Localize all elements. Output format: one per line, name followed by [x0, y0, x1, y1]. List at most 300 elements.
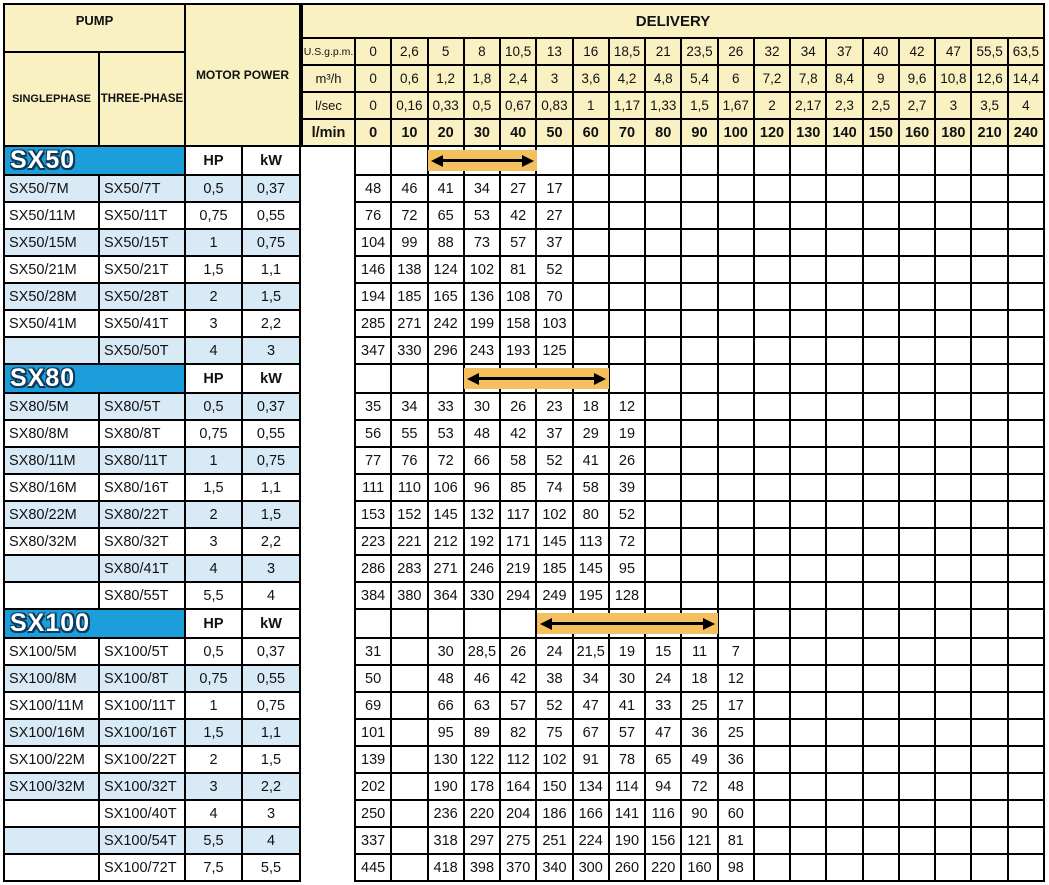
- head-value-cell: [682, 257, 716, 282]
- kw-column-header: kW: [243, 610, 299, 637]
- head-value-cell: [610, 284, 644, 309]
- head-value-cell: [791, 394, 825, 419]
- head-value-cell: [755, 801, 789, 826]
- kw-value: 0,55: [243, 203, 299, 228]
- pump-model-threephase: SX80/11T: [100, 448, 184, 473]
- head-value-cell: 42: [501, 203, 535, 228]
- head-value-cell: [755, 176, 789, 201]
- kw-value: 2,2: [243, 774, 299, 799]
- head-value-cell: [900, 639, 934, 664]
- head-value-cell: [972, 666, 1006, 691]
- hp-value: 5,5: [186, 583, 241, 608]
- delivery-value-cell: 210: [972, 120, 1006, 145]
- head-value-cell: 160: [682, 855, 716, 880]
- head-value-cell: [646, 394, 680, 419]
- head-value-cell: 101: [356, 720, 390, 745]
- head-value-cell: 236: [429, 801, 463, 826]
- head-value-cell: 98: [719, 855, 753, 880]
- pump-model-singlephase: SX50/11M: [5, 203, 98, 228]
- head-value-cell: 112: [501, 747, 535, 772]
- pump-row: [5, 475, 299, 500]
- head-value-cell: 156: [646, 828, 680, 853]
- head-value-cell: [972, 284, 1006, 309]
- head-value-cell: [392, 693, 426, 718]
- head-value-cell: 48: [465, 421, 499, 446]
- head-value-cell: [682, 421, 716, 446]
- pump-row: [5, 720, 299, 745]
- head-value-cell: [936, 828, 970, 853]
- head-value-cell: [900, 556, 934, 581]
- head-value-cell: [719, 448, 753, 473]
- delivery-value-cell: 100: [719, 120, 753, 145]
- head-value-cell: [900, 828, 934, 853]
- head-value-cell: [755, 774, 789, 799]
- head-value-cell: [827, 311, 861, 336]
- head-value-cell: [1009, 230, 1043, 255]
- head-value-cell: [936, 394, 970, 419]
- pump-model-threephase: SX50/15T: [100, 230, 184, 255]
- unit-label: m³/h: [303, 66, 354, 91]
- head-value-cell: [755, 666, 789, 691]
- head-value-cell: [864, 828, 898, 853]
- empty-cell: [1009, 147, 1043, 174]
- head-value-cell: 221: [392, 529, 426, 554]
- head-value-cell: [900, 311, 934, 336]
- head-value-cell: 12: [719, 666, 753, 691]
- head-value-cell: [972, 556, 1006, 581]
- delivery-value-cell: 0: [356, 93, 390, 118]
- head-value-cell: 52: [537, 693, 571, 718]
- head-value-cell: [900, 230, 934, 255]
- head-value-cell: [791, 311, 825, 336]
- head-value-cell: 193: [501, 338, 535, 363]
- head-value-cell: 158: [501, 311, 535, 336]
- head-value-cell: 19: [610, 639, 644, 664]
- unit-row: [303, 66, 1043, 91]
- delivery-value-cell: 0,67: [501, 93, 535, 118]
- head-value-cell: [755, 257, 789, 282]
- head-value-cell: 18: [682, 666, 716, 691]
- hp-column-header: HP: [186, 365, 241, 392]
- delivery-value-cell: 70: [610, 120, 644, 145]
- head-value-cell: [755, 284, 789, 309]
- head-value-cell: [900, 693, 934, 718]
- head-value-cell: 95: [429, 720, 463, 745]
- delivery-value-cell: 2,7: [900, 93, 934, 118]
- head-value-cell: 60: [719, 801, 753, 826]
- head-value-cell: 47: [646, 720, 680, 745]
- head-value-cell: [1009, 828, 1043, 853]
- head-value-cell: [646, 230, 680, 255]
- head-value-cell: 297: [465, 828, 499, 853]
- delivery-value-cell: 23,5: [682, 39, 716, 64]
- head-data-row: [356, 583, 1043, 608]
- head-value-cell: [791, 801, 825, 826]
- pump-motor-table: [3, 3, 301, 882]
- hp-column-header: HP: [186, 610, 241, 637]
- head-value-cell: [900, 448, 934, 473]
- head-value-cell: [755, 421, 789, 446]
- head-value-cell: [682, 176, 716, 201]
- head-value-cell: 223: [356, 529, 390, 554]
- unit-label: l/min: [303, 120, 354, 145]
- pump-model-threephase: SX50/21T: [100, 257, 184, 282]
- empty-cell: [1009, 365, 1043, 392]
- head-value-cell: [610, 230, 644, 255]
- head-value-cell: 190: [429, 774, 463, 799]
- head-value-cell: [900, 855, 934, 880]
- head-value-cell: [827, 502, 861, 527]
- empty-cell: [465, 610, 499, 637]
- pump-row: [5, 747, 299, 772]
- head-value-cell: [646, 176, 680, 201]
- head-value-cell: [1009, 639, 1043, 664]
- head-value-cell: 81: [719, 828, 753, 853]
- pump-row: [5, 693, 299, 718]
- delivery-header: [301, 3, 1045, 147]
- empty-cell: [392, 610, 426, 637]
- operating-range-arrow: [464, 368, 609, 389]
- head-value-cell: 17: [719, 693, 753, 718]
- head-value-cell: [392, 666, 426, 691]
- pump-model-threephase: SX50/28T: [100, 284, 184, 309]
- head-value-cell: 46: [465, 666, 499, 691]
- head-value-cell: [827, 639, 861, 664]
- head-value-cell: [755, 583, 789, 608]
- section-title: SX100: [5, 610, 184, 637]
- pump-model-singlephase: SX100/5M: [5, 639, 98, 664]
- head-value-cell: 150: [537, 774, 571, 799]
- head-value-cell: [900, 747, 934, 772]
- empty-cell: [574, 147, 608, 174]
- head-value-cell: [900, 284, 934, 309]
- head-value-cell: 250: [356, 801, 390, 826]
- pump-model-singlephase: [5, 583, 98, 608]
- head-value-cell: 220: [465, 801, 499, 826]
- kw-value: 0,75: [243, 230, 299, 255]
- head-value-cell: 30: [465, 394, 499, 419]
- head-value-cell: 7: [719, 639, 753, 664]
- kw-value: 3: [243, 801, 299, 826]
- head-value-cell: [864, 529, 898, 554]
- head-value-cell: 139: [356, 747, 390, 772]
- kw-value: 0,55: [243, 666, 299, 691]
- delivery-value-cell: 55,5: [972, 39, 1006, 64]
- pump-model-threephase: SX80/16T: [100, 475, 184, 500]
- head-value-cell: 48: [719, 774, 753, 799]
- hp-value: 1: [186, 230, 241, 255]
- unit-row: [303, 93, 1043, 118]
- delivery-value-cell: 34: [791, 39, 825, 64]
- head-value-cell: 202: [356, 774, 390, 799]
- head-value-cell: [864, 855, 898, 880]
- head-value-cell: 34: [392, 394, 426, 419]
- delivery-value-cell: 20: [429, 120, 463, 145]
- hp-value: 1,5: [186, 475, 241, 500]
- head-value-cell: [719, 475, 753, 500]
- head-value-cell: [864, 747, 898, 772]
- head-value-cell: [791, 338, 825, 363]
- pump-model-singlephase: SX50/15M: [5, 230, 98, 255]
- head-value-cell: 318: [429, 828, 463, 853]
- empty-cell: [972, 147, 1006, 174]
- head-data-row: [356, 176, 1043, 201]
- head-value-cell: [610, 176, 644, 201]
- delivery-value-cell: 5,4: [682, 66, 716, 91]
- head-value-cell: [827, 230, 861, 255]
- head-value-cell: 37: [537, 421, 571, 446]
- head-value-cell: [791, 203, 825, 228]
- empty-cell: [864, 365, 898, 392]
- head-value-cell: [972, 203, 1006, 228]
- head-value-cell: [936, 311, 970, 336]
- delivery-value-cell: 1,8: [465, 66, 499, 91]
- head-value-cell: 33: [429, 394, 463, 419]
- head-value-cell: [972, 855, 1006, 880]
- delivery-value-cell: 18,5: [610, 39, 644, 64]
- pump-model-threephase: SX80/8T: [100, 421, 184, 446]
- head-value-cell: 36: [719, 747, 753, 772]
- delivery-value-cell: 160: [900, 120, 934, 145]
- head-value-cell: 81: [501, 257, 535, 282]
- delivery-value-cell: 60: [574, 120, 608, 145]
- head-value-cell: 52: [537, 448, 571, 473]
- delivery-value-cell: 2,3: [827, 93, 861, 118]
- head-value-cell: [827, 257, 861, 282]
- head-value-cell: 85: [501, 475, 535, 500]
- hp-value: 3: [186, 774, 241, 799]
- section-banner-row: [5, 147, 299, 174]
- head-data-row: [356, 639, 1043, 664]
- head-value-cell: [719, 311, 753, 336]
- head-value-cell: 286: [356, 556, 390, 581]
- head-value-cell: 145: [537, 529, 571, 554]
- head-value-cell: 69: [356, 693, 390, 718]
- head-value-cell: [574, 176, 608, 201]
- head-value-cell: [682, 338, 716, 363]
- head-value-cell: [1009, 693, 1043, 718]
- empty-cell: [429, 610, 463, 637]
- pump-model-threephase: SX100/54T: [100, 828, 184, 853]
- head-value-cell: 116: [646, 801, 680, 826]
- head-value-cell: 104: [356, 230, 390, 255]
- head-value-cell: 337: [356, 828, 390, 853]
- pump-row: [5, 448, 299, 473]
- delivery-value-cell: 3: [936, 93, 970, 118]
- head-data-row: [356, 230, 1043, 255]
- head-value-cell: [1009, 583, 1043, 608]
- pump-row: [5, 421, 299, 446]
- head-value-cell: 194: [356, 284, 390, 309]
- head-value-cell: [682, 230, 716, 255]
- head-value-cell: 57: [501, 230, 535, 255]
- head-value-cell: [864, 257, 898, 282]
- head-value-cell: [1009, 421, 1043, 446]
- motor-power-column-header: MOTOR POWER: [186, 5, 299, 145]
- head-value-cell: [1009, 475, 1043, 500]
- pump-row: [5, 639, 299, 664]
- head-value-cell: [791, 448, 825, 473]
- delivery-value-cell: 37: [827, 39, 861, 64]
- head-value-cell: [972, 828, 1006, 853]
- head-value-cell: [646, 338, 680, 363]
- head-value-cell: 330: [465, 583, 499, 608]
- delivery-value-cell: 0,33: [429, 93, 463, 118]
- pump-model-singlephase: [5, 338, 98, 363]
- delivery-value-cell: 1,33: [646, 93, 680, 118]
- hp-value: 3: [186, 529, 241, 554]
- unit-label: l/sec: [303, 93, 354, 118]
- pump-model-threephase: SX100/11T: [100, 693, 184, 718]
- head-value-cell: [900, 257, 934, 282]
- head-value-cell: [900, 502, 934, 527]
- pump-model-threephase: SX100/5T: [100, 639, 184, 664]
- delivery-value-cell: 42: [900, 39, 934, 64]
- head-value-cell: [864, 801, 898, 826]
- head-value-cell: 117: [501, 502, 535, 527]
- empty-cell: [356, 147, 390, 174]
- delivery-value-cell: 3,5: [972, 93, 1006, 118]
- head-value-cell: [574, 311, 608, 336]
- head-value-cell: [900, 176, 934, 201]
- delivery-value-cell: 32: [755, 39, 789, 64]
- delivery-value-cell: 1,2: [429, 66, 463, 91]
- head-value-cell: 52: [537, 257, 571, 282]
- kw-column-header: kW: [243, 365, 299, 392]
- delivery-value-cell: 63,5: [1009, 39, 1043, 64]
- head-value-cell: [1009, 747, 1043, 772]
- empty-cell: [719, 147, 753, 174]
- head-value-cell: [1009, 257, 1043, 282]
- head-value-cell: 88: [429, 230, 463, 255]
- head-value-cell: [936, 448, 970, 473]
- head-value-cell: 132: [465, 502, 499, 527]
- head-data-row: [356, 338, 1043, 363]
- head-value-cell: 111: [356, 475, 390, 500]
- pump-model-singlephase: SX50/28M: [5, 284, 98, 309]
- head-value-cell: 275: [501, 828, 535, 853]
- empty-cell: [755, 147, 789, 174]
- head-value-cell: [827, 666, 861, 691]
- pump-model-threephase: SX80/41T: [100, 556, 184, 581]
- head-value-cell: [827, 693, 861, 718]
- delivery-value-cell: 40: [864, 39, 898, 64]
- delivery-value-cell: 0: [356, 66, 390, 91]
- pump-model-threephase: SX50/50T: [100, 338, 184, 363]
- hp-value: 0,5: [186, 176, 241, 201]
- delivery-value-cell: 4,8: [646, 66, 680, 91]
- head-value-cell: [900, 529, 934, 554]
- head-value-cell: [1009, 394, 1043, 419]
- head-value-cell: 76: [392, 448, 426, 473]
- section-banner-row: [5, 365, 299, 392]
- pump-row: [5, 828, 299, 853]
- head-value-cell: 136: [465, 284, 499, 309]
- head-value-cell: [827, 394, 861, 419]
- pump-model-threephase: SX80/32T: [100, 529, 184, 554]
- head-value-cell: 199: [465, 311, 499, 336]
- head-value-cell: [755, 747, 789, 772]
- kw-value: 1,1: [243, 257, 299, 282]
- head-value-cell: [574, 257, 608, 282]
- head-value-cell: [755, 448, 789, 473]
- head-value-cell: [791, 666, 825, 691]
- kw-value: 0,55: [243, 421, 299, 446]
- pump-row: [5, 176, 299, 201]
- head-value-cell: 67: [574, 720, 608, 745]
- head-value-cell: 99: [392, 230, 426, 255]
- head-value-cell: 26: [501, 639, 535, 664]
- head-value-cell: [682, 475, 716, 500]
- delivery-value-cell: 2: [755, 93, 789, 118]
- head-value-cell: 271: [429, 556, 463, 581]
- head-value-cell: 364: [429, 583, 463, 608]
- head-value-cell: [900, 801, 934, 826]
- head-value-cell: [972, 176, 1006, 201]
- head-value-cell: [755, 855, 789, 880]
- empty-cell: [356, 610, 390, 637]
- head-value-cell: [864, 448, 898, 473]
- arrow-right-head-icon: [594, 373, 606, 385]
- head-value-cell: [827, 529, 861, 554]
- head-value-cell: 271: [392, 311, 426, 336]
- empty-cell: [646, 147, 680, 174]
- head-value-cell: [646, 421, 680, 446]
- head-data-row: [356, 421, 1043, 446]
- head-value-cell: 49: [682, 747, 716, 772]
- head-value-cell: [719, 583, 753, 608]
- head-value-cell: 418: [429, 855, 463, 880]
- head-value-cell: 110: [392, 475, 426, 500]
- head-value-cell: [791, 639, 825, 664]
- head-value-cell: 26: [610, 448, 644, 473]
- head-value-cell: [900, 203, 934, 228]
- head-value-cell: [1009, 203, 1043, 228]
- head-value-cell: [900, 666, 934, 691]
- head-value-cell: 243: [465, 338, 499, 363]
- head-value-cell: [1009, 284, 1043, 309]
- empty-cell: [682, 147, 716, 174]
- delivery-value-cell: 40: [501, 120, 535, 145]
- head-value-cell: [755, 639, 789, 664]
- head-value-cell: 398: [465, 855, 499, 880]
- head-value-cell: 57: [501, 693, 535, 718]
- head-value-cell: [646, 556, 680, 581]
- head-data-row: [356, 556, 1043, 581]
- kw-value: 4: [243, 583, 299, 608]
- head-value-cell: 34: [465, 176, 499, 201]
- head-value-cell: [864, 203, 898, 228]
- delivery-value-cell: 180: [936, 120, 970, 145]
- delivery-value-cell: 7,8: [791, 66, 825, 91]
- head-value-cell: [972, 529, 1006, 554]
- delivery-value-cell: 4,2: [610, 66, 644, 91]
- head-value-cell: 25: [719, 720, 753, 745]
- head-value-cell: [392, 828, 426, 853]
- head-value-cell: 138: [392, 257, 426, 282]
- hp-value: 0,75: [186, 421, 241, 446]
- pump-model-singlephase: SX100/8M: [5, 666, 98, 691]
- head-value-cell: [392, 855, 426, 880]
- delivery-value-cell: 0,16: [392, 93, 426, 118]
- delivery-value-cell: 0,6: [392, 66, 426, 91]
- head-value-cell: [719, 284, 753, 309]
- empty-cell: [827, 365, 861, 392]
- delivery-value-cell: 2,6: [392, 39, 426, 64]
- delivery-value-cell: 150: [864, 120, 898, 145]
- head-value-cell: [827, 720, 861, 745]
- delivery-value-cell: 130: [791, 120, 825, 145]
